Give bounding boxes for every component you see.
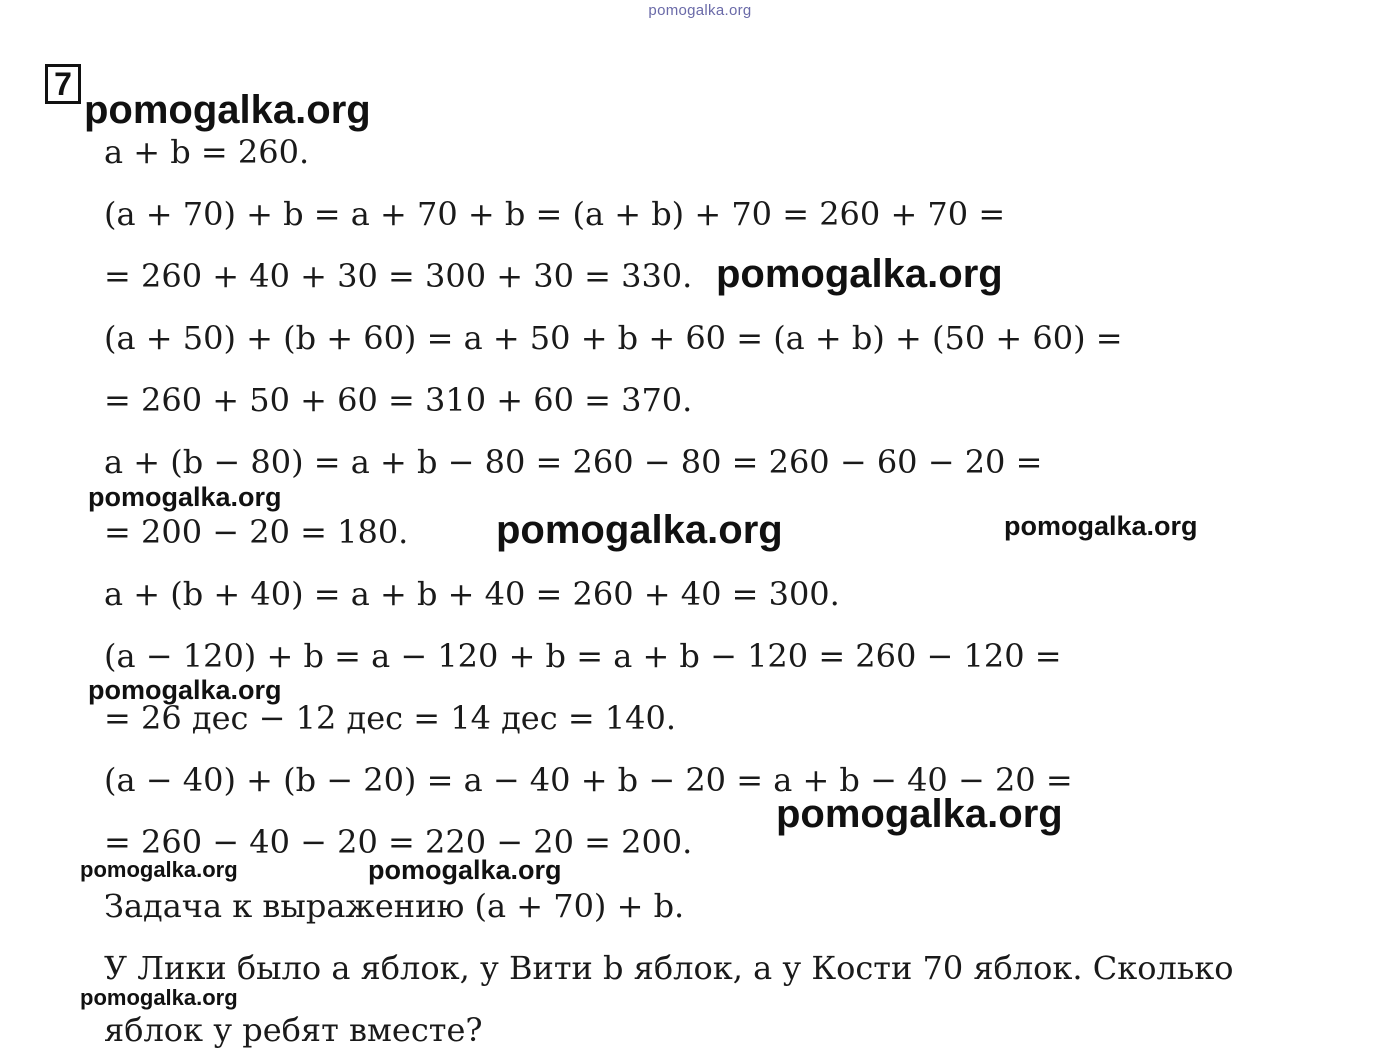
watermark-text: pomogalka.org [88, 675, 282, 705]
watermark-text: pomogalka.org [88, 482, 282, 512]
top-watermark: pomogalka.org [648, 2, 752, 19]
watermark-text: pomogalka.org [1004, 511, 1198, 541]
equation-line: = 260 − 40 − 20 = 220 − 20 = 200. [104, 823, 693, 861]
equation-line: a + (b + 40) = a + b + 40 = 260 + 40 = 300. [104, 575, 840, 613]
watermark-text: pomogalka.org [716, 252, 1003, 296]
task-text-line: У Лики было a яблок, у Вити b яблок, а у Кости 70 яблок. Сколько [104, 949, 1234, 987]
watermark-text: pomogalka.org [496, 508, 783, 552]
watermark-text: pomogalka.org [368, 855, 562, 885]
watermark-text: pomogalka.org [776, 792, 1063, 836]
watermark-text: pomogalka.org [84, 88, 371, 132]
equation-line: (a − 120) + b = a − 120 + b = a + b − 120 = 260 − 120 = [104, 637, 1062, 675]
equation-line: a + (b − 80) = a + b − 80 = 260 − 80 = 260 − 60 − 20 = [104, 443, 1043, 481]
equation-line: = 260 + 50 + 60 = 310 + 60 = 370. [104, 381, 693, 419]
watermark-text: pomogalka.org [80, 985, 238, 1010]
equation-line: a + b = 260. [104, 133, 310, 171]
equation-line: = 200 − 20 = 180. [104, 513, 409, 551]
task-text-line: Задача к выражению (a + 70) + b. [104, 887, 685, 925]
task-text-line: яблок у ребят вместе? [104, 1011, 483, 1049]
equation-line: = 26 дес − 12 дес = 14 дес = 140. [104, 699, 677, 737]
equation-line: (a − 40) + (b − 20) = a − 40 + b − 20 = a + b − 40 − 20 = [104, 761, 1073, 799]
equation-line: = 260 + 40 + 30 = 300 + 30 = 330. [104, 257, 693, 295]
equation-line: (a + 70) + b = a + 70 + b = (a + b) + 70 = 260 + 70 = [104, 195, 1006, 233]
task-number-box: 7 [45, 64, 81, 104]
equation-line: (a + 50) + (b + 60) = a + 50 + b + 60 = (a + b) + (50 + 60) = [104, 319, 1123, 357]
watermark-text: pomogalka.org [80, 857, 238, 882]
